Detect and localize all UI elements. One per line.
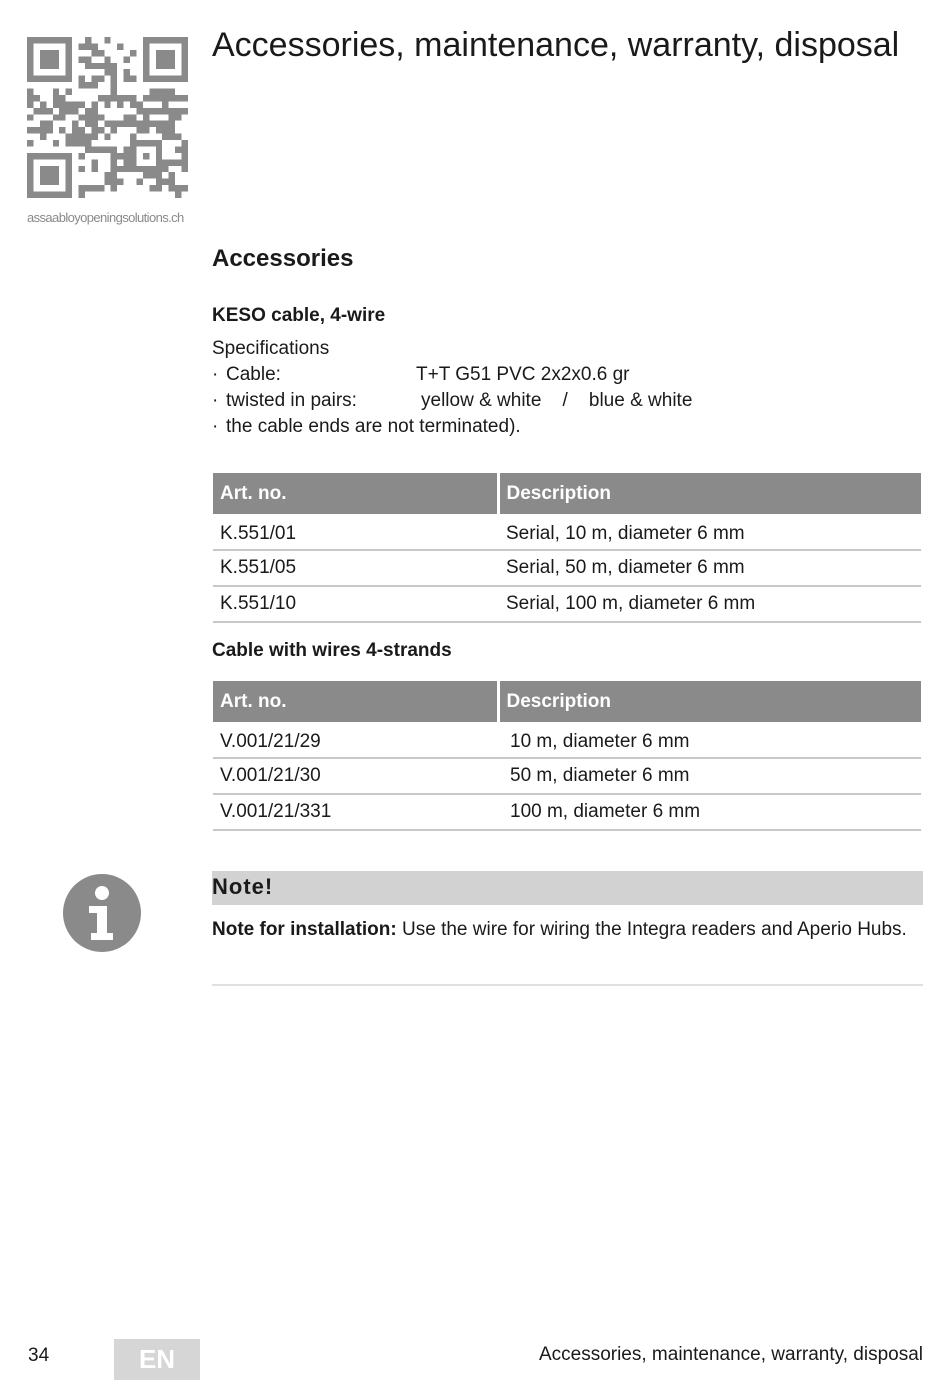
- art-no-cell: K.551/01: [213, 514, 498, 550]
- spec-row: [212, 390, 693, 412]
- description-cell: 50 m, diameter 6 mm: [498, 758, 921, 794]
- table-row: [213, 794, 921, 830]
- description-cell: Serial, 10 m, diameter 6 mm: [498, 514, 921, 550]
- table-row: [213, 722, 921, 758]
- spec-key: Cable:: [226, 364, 281, 385]
- table-row: [213, 514, 921, 550]
- column-header-art-no: Art. no.: [213, 473, 498, 514]
- spec-row: [212, 364, 630, 386]
- column-header-description: Description: [498, 681, 921, 722]
- note-lead: Note for installation:: [212, 919, 397, 940]
- spec-key: the cable ends are not terminated).: [226, 416, 521, 437]
- page-title: Accessories, maintenance, warranty, disposal: [212, 26, 900, 64]
- description-cell: 10 m, diameter 6 mm: [498, 722, 921, 758]
- description-cell: Serial, 100 m, diameter 6 mm: [498, 586, 921, 622]
- table-row: [213, 586, 921, 622]
- subheading-keso-cable: KESO cable, 4-wire: [212, 305, 386, 326]
- note-body: Use the wire for wiring the Integra readers and Aperio Hubs.: [396, 919, 907, 940]
- qr-code: [27, 37, 188, 198]
- qr-caption: assaabloyopeningsolutions.ch: [27, 210, 184, 225]
- art-no-cell: K.551/10: [213, 586, 498, 622]
- note-text: [212, 917, 912, 943]
- table-header-row: [213, 681, 921, 722]
- spec-bullet: ·: [212, 416, 219, 437]
- strands-cable-table: [213, 681, 921, 831]
- spec-key: twisted in pairs:: [226, 390, 357, 411]
- page-number: 34: [28, 1345, 50, 1366]
- column-header-art-no: Art. no.: [213, 681, 498, 722]
- spec-row: [212, 416, 521, 438]
- keso-cable-table: [213, 473, 921, 623]
- description-cell: Serial, 50 m, diameter 6 mm: [498, 550, 921, 586]
- language-badge: EN: [114, 1339, 200, 1380]
- note-bar: [212, 871, 923, 905]
- spec-bullet: ·: [212, 364, 219, 385]
- section-heading-accessories: Accessories: [212, 245, 354, 272]
- art-no-cell: V.001/21/29: [213, 722, 498, 758]
- spec-bullet: ·: [212, 390, 219, 411]
- table-row: [213, 550, 921, 586]
- footer-title: Accessories, maintenance, warranty, disposal: [538, 1344, 923, 1365]
- art-no-cell: V.001/21/331: [213, 794, 498, 830]
- subheading-cable-4-strands: Cable with wires 4-strands: [212, 640, 452, 661]
- spec-value: T+T G51 PVC 2x2x0.6 gr: [416, 364, 630, 385]
- column-header-description: Description: [498, 473, 921, 514]
- art-no-cell: K.551/05: [213, 550, 498, 586]
- art-no-cell: V.001/21/30: [213, 758, 498, 794]
- note-title: Note!: [212, 874, 274, 899]
- table-header-row: [213, 473, 921, 514]
- specifications-label: Specifications: [212, 338, 330, 359]
- description-cell: 100 m, diameter 6 mm: [498, 794, 921, 830]
- info-icon: [62, 873, 142, 953]
- table-row: [213, 758, 921, 794]
- spec-value: yellow & white / blue & white: [421, 390, 693, 411]
- note-divider: [212, 984, 923, 986]
